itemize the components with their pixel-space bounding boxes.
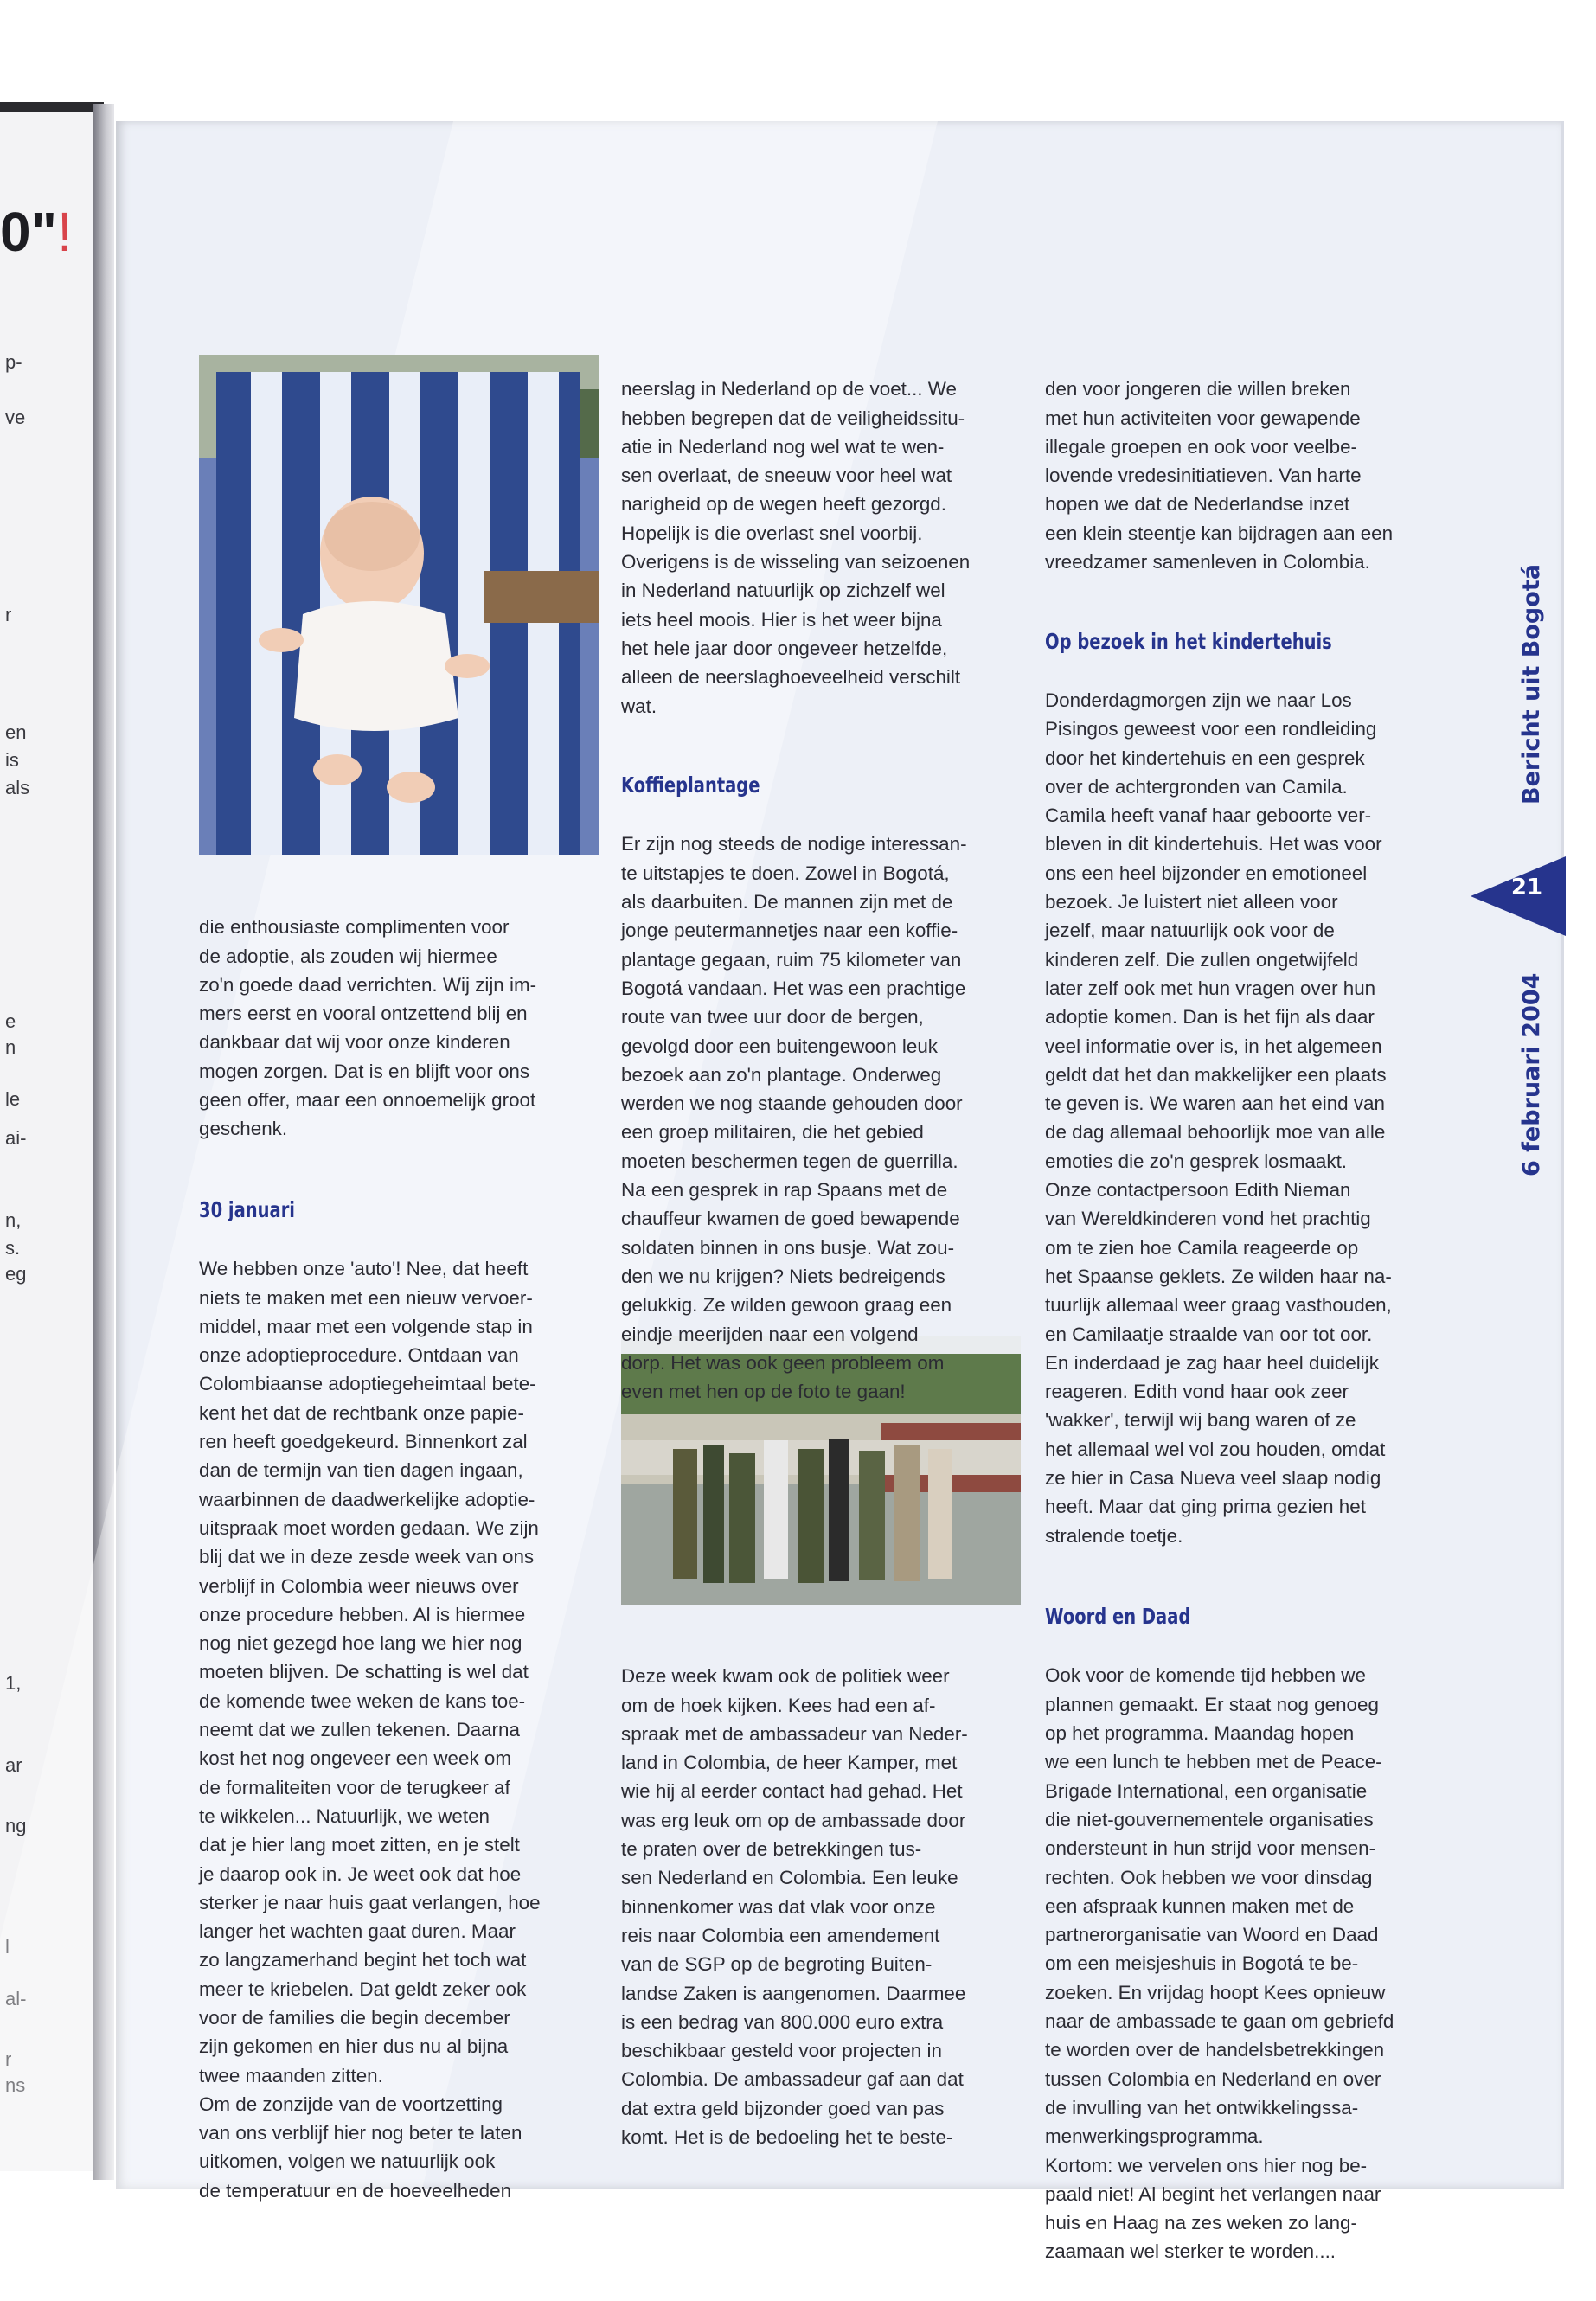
previous-page-text-fragment: al- [5, 1988, 27, 2009]
heading-op-bezoek: Op bezoek in het kindertehuis [1045, 628, 1332, 654]
heading-30-januari: 30 januari [199, 1196, 296, 1222]
previous-page-text-fragment: le [5, 1088, 21, 1110]
paragraph: We hebben onze 'auto'! Nee, dat heeft niets te maken met een nieuw vervoer- middel, maar met een volgende stap in onze adoptieprocedure. Ontdaan van Colombiaanse adoptiegeheimtaal bete- kent het dat de rechtbank onze papie- ren heeft goedgekeurd. Binnenkort zal dan de termijn van tien dagen ingaan, waarbinnen de daadwerkelijke adoptie- uitspraak moet worden gedaan. We zijn blij dat we in deze zesde week van ons verblijf in Colombia weer nieuws over onze procedure hebben. Al is hiermee nog niet gezegd hoe lang we hier nog moeten blijven. De schatting is wel dat de komende twee weken de kans toe- neemt dat we zullen tekenen. Daarna kost het nog ongeveer een week om de formaliteiten voor de terugkeer af te wikkelen... Natuurlijk, we weten dat je hier lang moet zitten, en je stelt je daarop ook in. Je weet ook dat hoe sterker je naar huis gaat verlangen, hoe langer het wachten gaat duren. Maar zo langzamerhand begint het toch wat meer te kriebelen. Dat geldt zeker ook voor de families die begin december zijn gekomen en hier dus nu al bijna twee maanden zitten. Om de zonzijde van de voortzetting van ons verblijf hier nog beter te laten uitkomen, volgen we natuurlijk ook de temperatuur en de hoeveelheden [199, 1258, 541, 2202]
previous-page-text-fragment: r [5, 2048, 12, 2070]
previous-page-text-fragment: eg [5, 1263, 27, 1285]
paragraph: Deze week kwam ook de politiek weer om de hoek kijken. Kees had een af- spraak met de ambassadeur van Neder- land in Colombia, de heer Kamper, met wie hij al eerder contact had gehad. Het was erg leuk om op de ambassade door te praten over de betrekkingen tus- sen Nederland en Colombia. Een leuke binnenkomer was dat vlak voor onze reis naar Colombia een amendement van de SGP op de begroting Buiten- landse Zaken is aangenomen. Daarmee is een bedrag van 800.000 euro extra beschikbaar gesteld voor projecten in Colombia. De ambassadeur gaf aan dat dat extra geld bijzonder goed van pas komt. Het is de bedoeling het te beste- [621, 1665, 968, 2149]
previous-page-text-fragment: is [5, 749, 19, 771]
previous-page-text-fragment: 1, [5, 1672, 22, 1694]
paragraph: Er zijn nog steeds de nodige interessan- te uitstapjes te doen. Zowel in Bogotá, als daarbuiten. De mannen zijn met de jonge peutermannetjes naar een koffie- plantage gegaan, ruim 75 kilometer van Bogotá vandaan. Het was een prachtige route van twee uur door de bergen, gevolgd door een buitengewoon leuk bezoek aan zo'n plantage. Onderweg werden we nog staande gehouden door een groep militairen, die het gebied moeten beschermen tegen de guerrilla. Na een gesprek in rap Spaans met de chauffeur kwamen de goed bewapende soldaten binnen in ons busje. Wat zou- den we nu krijgen? Niets bedreigends gelukkig. Ze wilden gewoon graag een eindje meerijden naar een volgend dorp. Het was ook geen probleem om even met hen op de foto te gaan! [621, 833, 967, 1403]
previous-page-text-fragment: n [5, 1036, 16, 1058]
previous-page-text-fragment: r [5, 604, 12, 625]
section-title-vertical: Bericht uit Bogotá [1518, 564, 1545, 804]
baby-photo [199, 355, 599, 855]
issue-date-vertical: 6 februari 2004 [1518, 972, 1545, 1176]
paragraph: Donderdagmorgen zijn we naar Los Pisingos geweest voor een rondleiding door het kindertehuis en een gesprek over de achtergronden van Camila. Camila heeft vanaf haar geboorte ver- bleven in dit kindertehuis. Het was voor ons een heel bijzonder en emotioneel bezoek. Je luistert niet alleen voor jezelf, maar natuurlijk ook voor de kinderen zelf. Die zullen ongetwijfeld later zelf ook met hun vragen over hun adoptie komen. Dan is het fijn als daar veel informatie over is, in het algemeen geldt dat het dan makkelijker een plaats te geven is. We waren aan het eind van de dag allemaal behoorlijk moe van alle emoties die zo'n gesprek losmaakt. Onze contactpersoon Edith Nieman van Wereldkinderen vond het prachtig om te zien hoe Camila reageerde op het Spaanse geklets. Ze wilden haar na- tuurlijk allemaal weer graag vasthouden, en Camilaatje straalde van oor tot oor. En inderdaad je zag haar heel duidelijk reageren. Edith vond haar ook zeer 'wakker', terwijl wij bang waren of ze het allemaal wel vol zou houden, omdat ze hier in Casa Nueva veel slaap nodig heeft. Maar dat ging prima gezien het stralende toetje. [1045, 689, 1392, 1547]
previous-page-text-fragment: p- [5, 351, 22, 373]
previous-page-text-fragment: ns [5, 2074, 26, 2096]
paragraph: neerslag in Nederland op de voet... We hebben begrepen dat de veiligheidssitu- atie in Nederland nog wel wat te wen- sen overlaat, de sneeuw voor heel wat narigheid op de wegen heeft gezorgd. Hopelijk is die overlast snel voorbij. Overigens is de wisseling van seizoenen in Nederland natuurlijk op zichzelf wel iets heel moois. Hier is het weer bijna het hele jaar door ongeveer hetzelfde, alleen de neerslaghoeveelheid verschilt wat. [621, 378, 971, 717]
heading-koffieplantage: Koffieplantage [621, 772, 760, 798]
paragraph: den voor jongeren die willen breken met hun activiteiten voor gewapende illegale groepen en ook voor veelbe- lovende vredesinitiatieven. Van harte hopen we dat de Nederlandse inzet een klein steentje kan bijdragen aan een vreedzamer samenleven in Colombia. [1045, 378, 1394, 574]
previous-page-text-fragment: als [5, 777, 30, 798]
previous-page-text-fragment: s. [5, 1237, 21, 1259]
paragraph: die enthousiaste complimenten voor de adoptie, als zouden wij hiermee zo'n goede daad verrichten. Wij zijn im- mers eerst en vooral ontzettend blij en dankbaar dat wij voor onze kinderen mogen zorgen. Dat is en blijft voor ons geen offer, maar een onnoemelijk groot geschenk. [199, 916, 537, 1140]
page-number: 21 [1510, 875, 1543, 901]
previous-page-text-fragment: n, [5, 1209, 22, 1231]
column-2 [621, 346, 1036, 1435]
previous-page-quote: 0"! [0, 201, 73, 263]
paragraph: Ook voor de komende tijd hebben we plannen gemaakt. Er staat nog genoeg op het programma. Maandag hopen we een lunch te hebben met de Peace- Brigade International, een organisatie die niet-gouvernementele organisaties ondersteunt in hun strijd voor mensen- rechten. Ook hebben we voor dinsdag een afspraak kunnen maken met de partnerorganisatie van Woord en Daad om een meisjeshuis in Bogotá te be- zoeken. En vrijdag hoopt Kees opnieuw naar de ambassade te gaan om gebriefd te worden over de handelsbetrekkingen tussen Colombia en Nederland en over de invulling van het ontwikkelingssa- menwerkingsprogramma. Kortom: we vervelen ons hier nog be- paald niet! Al begint het verlangen naar huis en Haag na zes weken zo lang- zaamaan wel sterker te worden.... [1045, 1664, 1394, 2263]
previous-page-text-fragment: ve [5, 407, 26, 428]
previous-page-text-fragment: l [5, 1936, 10, 1958]
previous-page-text-fragment: ng [5, 1815, 27, 1836]
column-1 [199, 884, 606, 2234]
previous-page-text-fragment: ai- [5, 1127, 27, 1149]
previous-page-text-fragment: e [5, 1010, 16, 1032]
previous-page-text-fragment: ar [5, 1754, 22, 1776]
column-3 [1045, 346, 1469, 2295]
previous-page-text-fragment: en [5, 721, 27, 743]
column-2-lower [621, 1633, 1036, 2181]
heading-woord-en-daad: Woord en Daad [1045, 1604, 1191, 1630]
